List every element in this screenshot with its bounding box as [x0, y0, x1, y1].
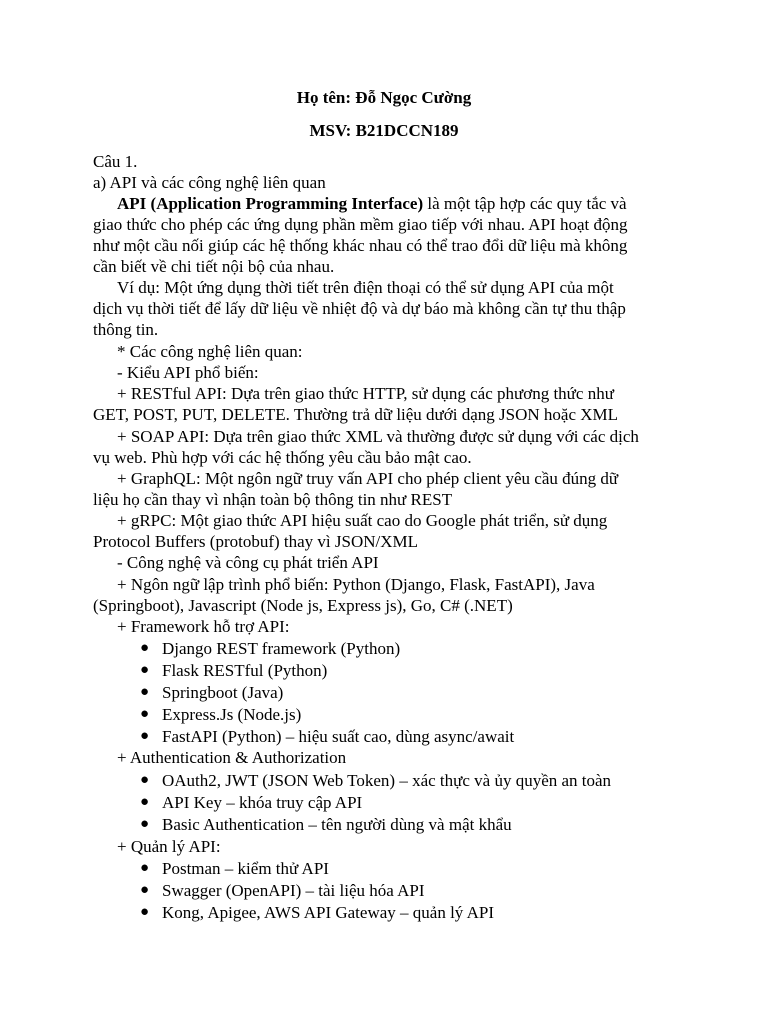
- list-item: ● Kong, Apigee, AWS API Gateway – quản lý API: [140, 903, 494, 922]
- management-heading: + Quản lý API:: [117, 837, 221, 856]
- list-item: ● FastAPI (Python) – hiệu suất cao, dùng async/await: [140, 727, 515, 746]
- bullet-icon: ●: [140, 728, 150, 744]
- list-item: ● OAuth2, JWT (JSON Web Token) – xác thực và ủy quyền an toàn: [140, 771, 612, 790]
- api-types-heading: - Kiểu API phổ biến:: [117, 363, 259, 382]
- definition-line-4: cần biết về chi tiết nội bộ của nhau.: [93, 257, 335, 276]
- related-heading: * Các công nghệ liên quan:: [117, 342, 303, 361]
- list-item: ● Basic Authentication – tên người dùng và mật khẩu: [140, 815, 512, 834]
- bullet-icon: ●: [140, 794, 150, 810]
- student-name: Họ tên: Đỗ Ngọc Cường: [296, 88, 472, 107]
- example-line-3: thông tin.: [93, 320, 159, 339]
- example-line-1: Ví dụ: Một ứng dụng thời tiết trên điện thoại có thể sử dụng API của một: [117, 278, 614, 297]
- definition-term: API (Application Programming Interface): [117, 194, 424, 213]
- bullet-icon: ●: [140, 706, 150, 722]
- tools-heading: - Công nghệ và công cụ phát triển API: [117, 553, 379, 572]
- section-title: a) API và các công nghệ liên quan: [93, 173, 326, 192]
- question-number: Câu 1.: [93, 152, 138, 171]
- example-line-2: dịch vụ thời tiết để lấy dữ liệu về nhiệt độ và dự báo mà không cần tự thu thập: [93, 299, 626, 318]
- definition-line-1: [117, 193, 627, 214]
- auth-heading: + Authentication & Authorization: [117, 748, 347, 767]
- list-item: ● Django REST framework (Python): [140, 639, 401, 658]
- bullet-icon: ●: [140, 860, 150, 876]
- grpc-line-2: Protocol Buffers (protobuf) thay vì JSON/XML: [93, 532, 419, 551]
- soap-line-1: + SOAP API: Dựa trên giao thức XML và thường được sử dụng với các dịch: [117, 427, 639, 446]
- grpc-line-1: + gRPC: Một giao thức API hiệu suất cao do Google phát triển, sử dụng: [117, 511, 608, 530]
- list-item: ● Flask RESTful (Python): [140, 661, 328, 680]
- restful-line-2: GET, POST, PUT, DELETE. Thường trả dữ liệu dưới dạng JSON hoặc XML: [93, 405, 619, 424]
- definition-line-2: giao thức cho phép các ứng dụng phần mềm giao tiếp với nhau. API hoạt động: [93, 215, 628, 234]
- definition-line-3: như một cầu nối giúp các hệ thống khác nhau có thể trao đổi dữ liệu mà không: [93, 236, 628, 255]
- graphql-line-2: liệu họ cần thay vì nhận toàn bộ thông tin như REST: [93, 490, 453, 509]
- list-item: ● API Key – khóa truy cập API: [140, 793, 363, 812]
- student-id: MSV: B21DCCN189: [309, 121, 459, 140]
- list-item: ● Express.Js (Node.js): [140, 705, 302, 724]
- definition-line-1-rest: là một tập hợp các quy tắc và: [423, 194, 627, 213]
- graphql-line-1: + GraphQL: Một ngôn ngữ truy vấn API cho phép client yêu cầu đúng dữ: [117, 469, 619, 488]
- bullet-icon: ●: [140, 904, 150, 920]
- bullet-icon: ●: [140, 772, 150, 788]
- list-item: ● Swagger (OpenAPI) – tài liệu hóa API: [140, 881, 425, 900]
- bullet-icon: ●: [140, 684, 150, 700]
- bullet-icon: ●: [140, 662, 150, 678]
- frameworks-heading: + Framework hỗ trợ API:: [117, 617, 290, 636]
- bullet-icon: ●: [140, 816, 150, 832]
- list-item: ● Postman – kiểm thử API: [140, 859, 329, 878]
- languages-line-2: (Springboot), Javascript (Node js, Express js), Go, C# (.NET): [93, 596, 513, 615]
- bullet-icon: ●: [140, 640, 150, 656]
- languages-line-1: + Ngôn ngữ lập trình phổ biến: Python (Django, Flask, FastAPI), Java: [117, 575, 595, 594]
- restful-line-1: + RESTful API: Dựa trên giao thức HTTP, sử dụng các phương thức như: [117, 384, 614, 403]
- soap-line-2: vụ web. Phù hợp với các hệ thống yêu cầu bảo mật cao.: [93, 448, 472, 467]
- list-item: ● Springboot (Java): [140, 683, 284, 702]
- bullet-icon: ●: [140, 882, 150, 898]
